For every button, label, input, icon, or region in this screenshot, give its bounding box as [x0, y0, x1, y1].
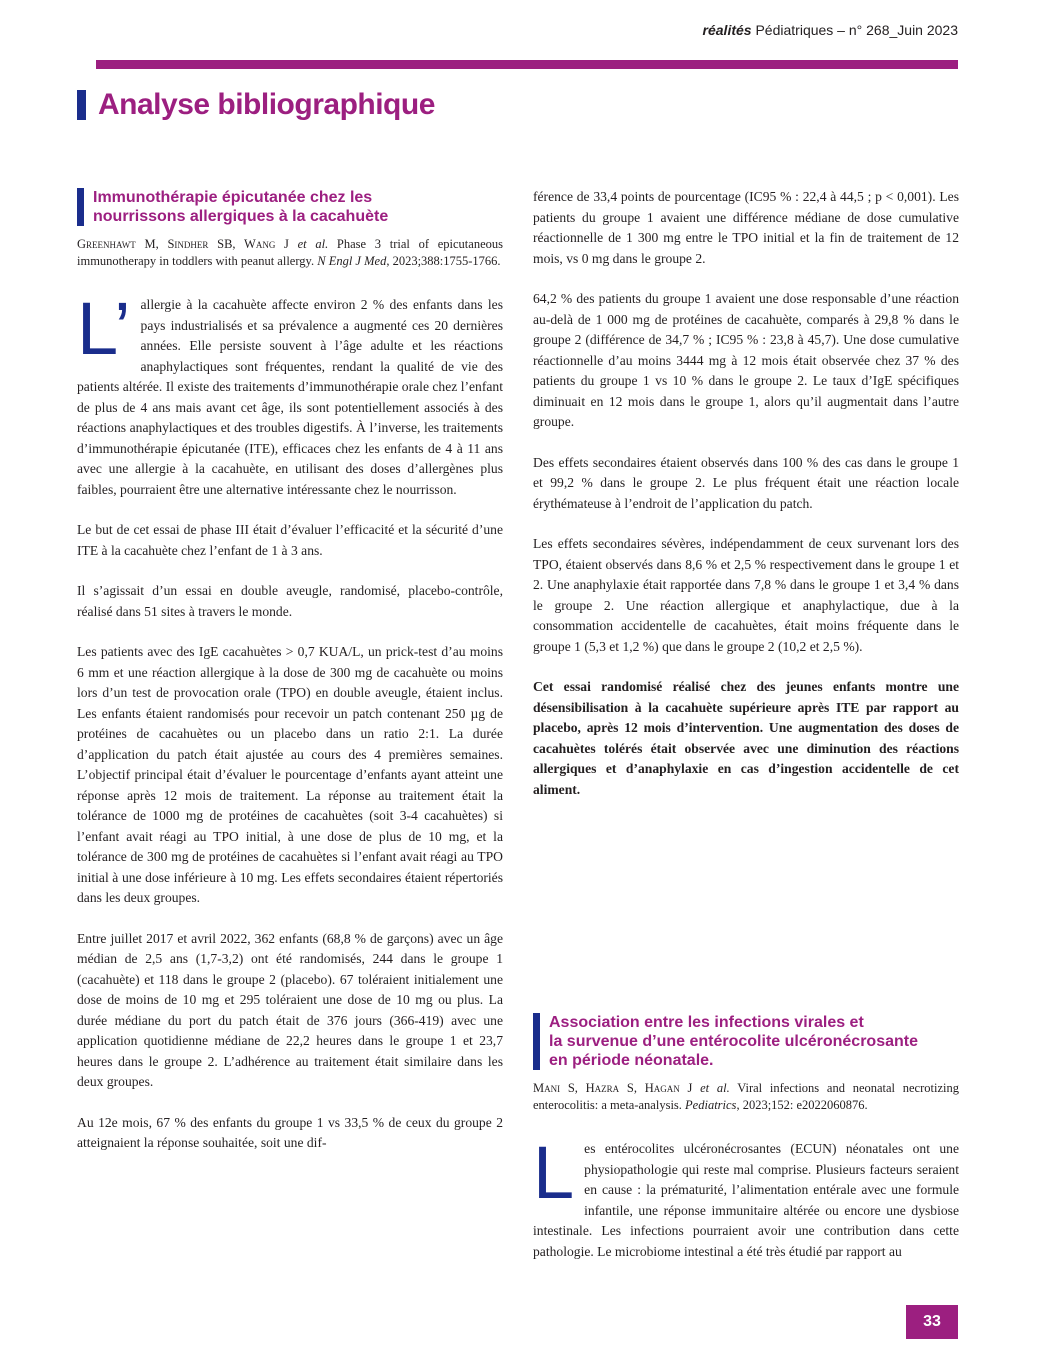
article1-p8: 64,2 % des patients du groupe 1 avaient une dose responsable d’une réaction au-delà de 1 000 mg de protéines de cacahuète, comparés à 29,8 % dans le groupe 2 (différence de 34,7 % ; IC95 % : 23,8 à 45,7). Une dose cumulative réactionnelle d’au moins 3444 mg à 12 mois était observée chez 37 % des patients du groupe 1 vs 10 % dans le groupe 2. Le taux d’IgE spécifiques diminuait en 12 mois dans le groupe 1, alors qu’il augmentait dans l’autre groupe.	[533, 291, 959, 429]
article2-title-line2: la survenue d’une entérocolite ulcéronécrosante	[549, 1033, 918, 1050]
article2-title-marker	[533, 1013, 540, 1070]
article2-ref-title: Viral infections and neonatal necrotizing enterocolitis: a meta-analysis.	[533, 1081, 959, 1112]
article1-title-marker	[77, 188, 84, 226]
article1-heading	[93, 188, 388, 226]
article1-reference	[77, 236, 503, 269]
section-title	[77, 88, 435, 122]
article2-dropcap: L	[533, 1131, 575, 1214]
article1-p10: Les effets secondaires sévères, indépendamment de ceux survenant lors des TPO, étaient observés dans 8,6 % et 2,5 % respectivement dans le groupe 1 et 2. Une anaphylaxie était rapportée dans 7,8 % dans le groupe 1 et 3,4 % dans le groupe 2. Une réaction allergique et anaphylactique, due à la consommation accidentelle de cacahuètes, était moins fréquente dans le groupe 1 (5,3 et 1,2 %) que dans le groupe 2 (10,2 et 2,5 %).	[533, 536, 959, 654]
article2-p1: es entérocolites ulcéronécrosantes (ECUN) néonatales ont une physiopathologie qui reste mal comprise. Plusieurs facteurs seraient en cause : la prématurité, l’alimentation entérale avec une formule infantile, une réponse immunitaire altérée ou encore une dysbiose intestinale. Les infections pourraient avoir une contribution dans cette pathologie. Le microbiome intestinal a été très étudié par rapport au	[533, 1141, 959, 1259]
article1-p1: allergie à la cacahuète affecte environ 2 % des enfants dans les pays industrialisés et sa prévalence a augmenté ces 20 dernières années. Elle persiste souvent à l’âge adulte et les réactions anaphylactiques sont fréquentes, rendant la qualité de vie des patients altérée. Il existe des traitements d’immunothérapie orale chez l’enfant de plus de 4 ans mais avant cet âge, ils sont potentiellement associés à des réactions anaphylactiques et des troubles digestifs. À l’inverse, les traitements d’immunothérapie épicutanée (ITE), efficaces chez les enfants de 4 à 11 ans avec une allergie à la cacahuète, en utilisant des doses d’allergènes plus faibles, pourraient être une alternative intéressante chez le nourrisson.	[77, 297, 503, 497]
journal-brand: réalités	[702, 22, 752, 38]
article2-heading	[549, 1013, 918, 1070]
article1-ref-journal: N Engl J Med	[317, 253, 387, 268]
article1-p6: Au 12e mois, 67 % des enfants du groupe 1 vs 33,5 % de ceux du groupe 2 atteignaient la réponse souhaitée, soit une dif-	[77, 1114, 503, 1150]
article2-ref-journal: Pediatrics	[685, 1097, 737, 1112]
article1-p3: Il s’agissait d’un essai en double aveugle, randomisé, placebo-contrôle, réalisé dans 51 sites à travers le monde.	[77, 583, 503, 619]
article2-reference	[533, 1080, 959, 1113]
article1-p2: Le but de cet essai de phase III était d’évaluer l’efficacité et la sécurité d’une ITE à la cacahuète chez l’enfant de 1 à 3 ans.	[77, 522, 503, 558]
article1-ref-authors: Greenhawt M, Sindher SB, Wang J	[77, 237, 289, 251]
article1-title-line1: Immunothérapie épicutanée chez les	[93, 189, 373, 206]
article1-dropcap: L’	[77, 287, 131, 370]
article1-ref-etal: et al.	[288, 237, 329, 251]
section-heading: Analyse bibliographique	[98, 88, 435, 121]
page-number: 33	[906, 1305, 958, 1339]
left-column	[77, 188, 503, 1174]
article1-p9: Des effets secondaires étaient observés dans 100 % des cas dans le groupe 1 et 99,2 % dans le groupe 2. Le plus fréquent était une réaction locale érythémateuse à l’endroit de l’application du patch.	[533, 454, 959, 511]
article1-paragraph	[77, 287, 503, 500]
article1-title	[77, 188, 503, 226]
article2-paragraph	[533, 1131, 959, 1262]
running-header	[703, 22, 958, 38]
column-gap	[533, 820, 959, 1013]
journal-issue: Pédiatriques – n° 268_Juin 2023	[755, 22, 958, 38]
article1-conclusion: Cet essai randomisé réalisé chez des jeunes enfants montre une désensibilisation à la cacahuète supérieure après ITE par rapport au placebo, après 12 mois d’intervention. Une augmentation des doses de cacahuètes tolérés était observée avec une diminution des réactions allergiques et d’anaphylaxie en cas d’ingestion accidentelle de cet aliment.	[533, 679, 959, 797]
section-marker	[77, 90, 86, 120]
article1-title-line2: nourrissons allergiques à la cacahuète	[93, 208, 389, 225]
article2-title-line3: en période néonatale.	[549, 1052, 714, 1069]
article2-title	[533, 1013, 959, 1070]
right-column	[533, 187, 959, 1282]
article1-p5: Entre juillet 2017 et avril 2022, 362 enfants (68,8 % de garçons) avec un âge médian de 2,5 ans (1,7-3,2) ont été randomisés, 244 dans le groupe 1 (cacahuète) et 118 dans le groupe 2 (placebo). 67 toléraient initialement une dose de moins de 10 mg et 295 toléraient une dose de 10 mg ou plus. La durée médiane du port du patch était de 376 jours (366-419) avec une application quotidienne médiane de 22,2 heures dans le groupe 1 et 23,7 heures dans le groupe 2. L’adhérence au traitement était similaire dans les deux groupes.	[77, 930, 503, 1089]
article2-ref-authors: Mani S, Hazra S, Hagan J	[533, 1081, 693, 1095]
article1-p7: férence de 33,4 points de pourcentage (IC95 % : 22,4 à 44,5 ; p < 0,001). Les patients du groupe 1 avaient une différence médiane de dose cumulative réactionnelle de 1 300 mg entre le TPO initial et la fin de traitement de 12 mois, vs 0 mg dans le groupe 2.	[533, 189, 959, 266]
header-bar	[96, 60, 958, 69]
article1-ref-title: Phase 3 trial of epicutaneous immunotherapy in toddlers with peanut allergy.	[77, 237, 503, 268]
article1-p4: Les patients avec des IgE cacahuètes > 0,7 KUA/L, un prick-test d’au moins 6 mm et une réaction allergique à la dose de 300 mg de cacahuète ou moins lors d’un test de provocation orale (TPO) en double aveugle, étaient inclus. Les enfants étaient randomisés pour recevoir un patch contenant 250 µg de protéines de cacahuètes ou un placebo dans un ratio 2:1. La durée d’application du patch était ajustée au cours des 4 premières semaines. L’objectif principal était d’évaluer le pourcentage d’enfants ayant atteint une réponse après 12 mois de traitement. La réponse au traitement était la tolérance de 1000 mg de protéines de cacahuètes (soit 3-4 cacahuètes) si l’enfant avait réagi au TPO initial, à une dose de plus de 10 mg, et la tolérance de 300 mg de protéines de cacahuètes si l’enfant avait réagi au TPO initial à une dose inférieure à 10 mg. Les effets secondaires étaient répertoriés dans les deux groupes.	[77, 644, 503, 905]
article1-ref-end: , 2023;388:1755-1766.	[386, 253, 501, 268]
article2-title-line1: Association entre les infections virales et	[549, 1014, 864, 1031]
article2-ref-end: , 2023;152: e2022060876.	[736, 1097, 868, 1112]
article2-ref-etal: et al.	[692, 1081, 730, 1095]
